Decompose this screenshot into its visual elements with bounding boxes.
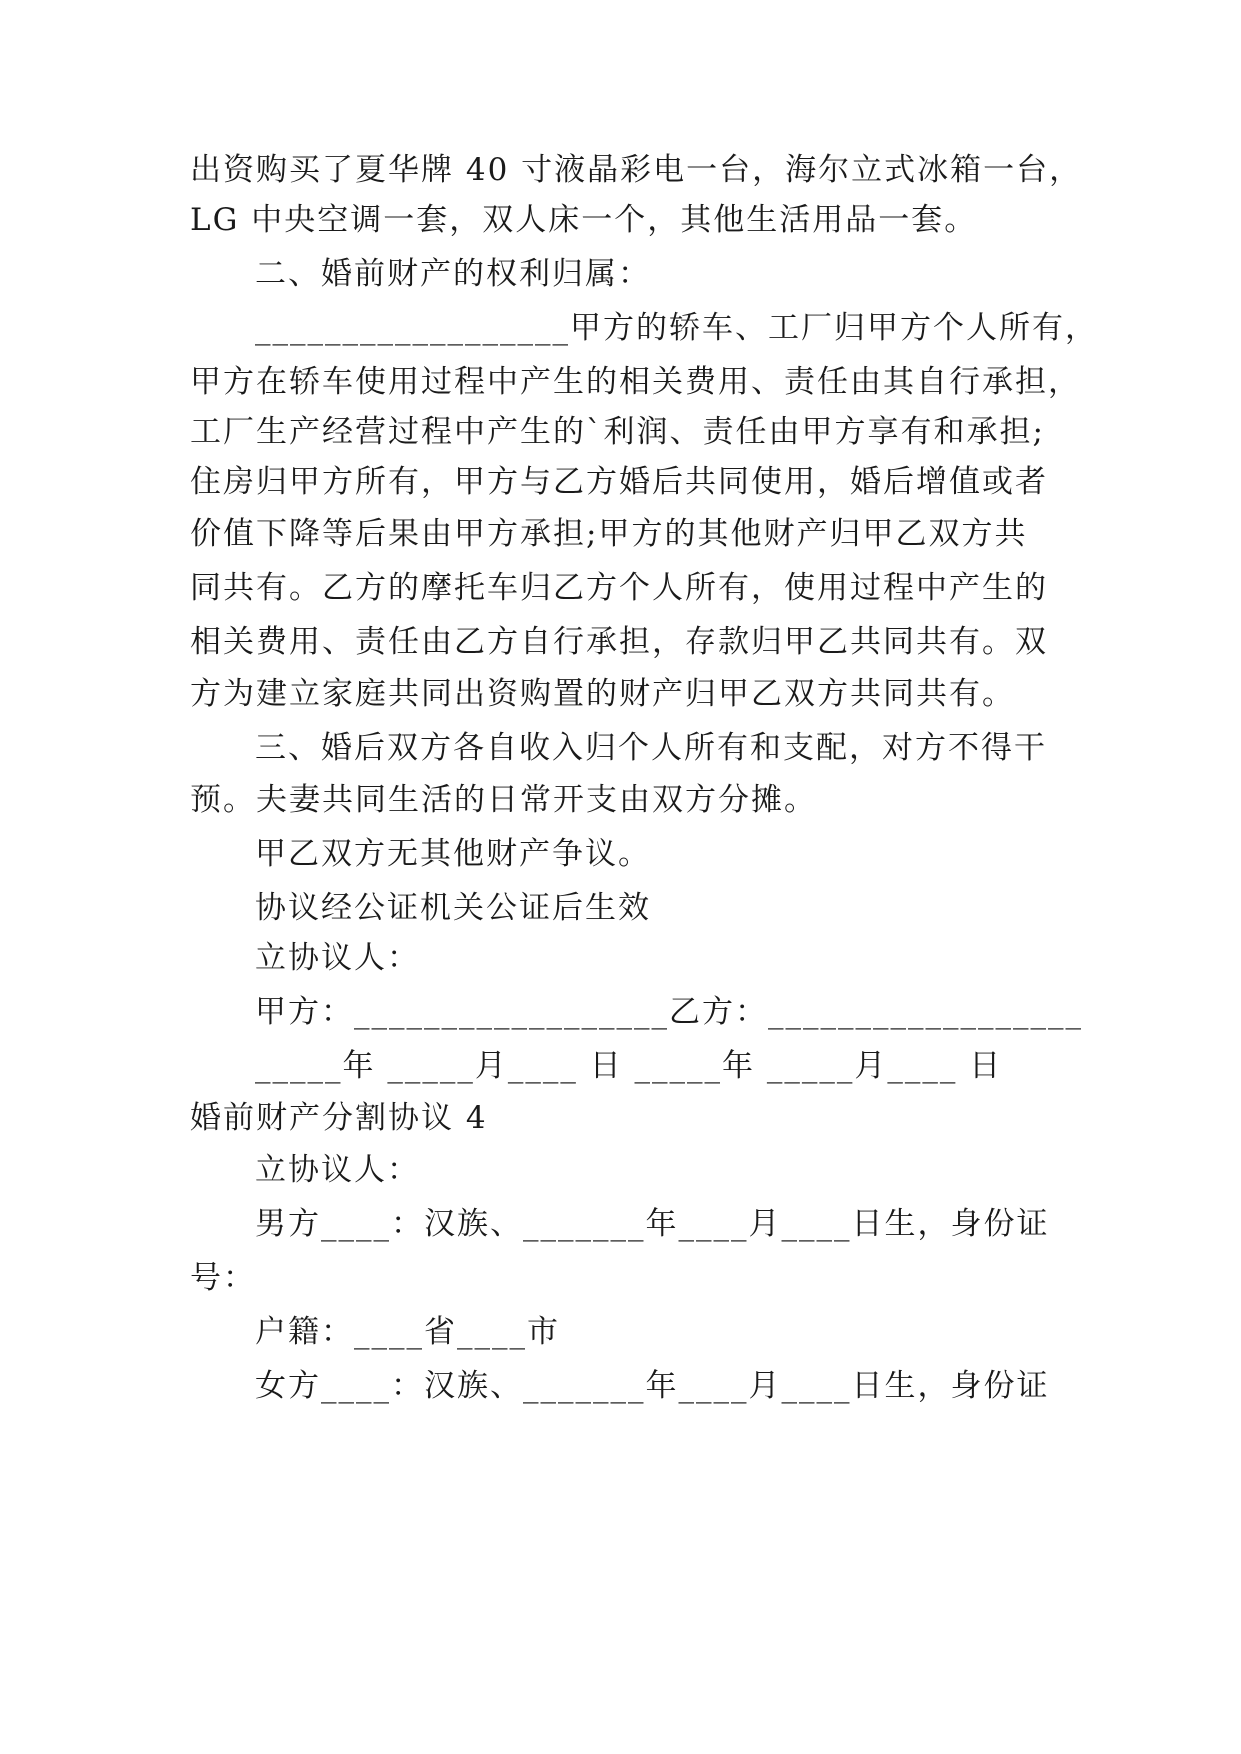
- paragraph-line: LG 中央空调一套，双人床一个，其他生活用品一套。: [190, 202, 978, 238]
- party-signature-line: 甲方：__________________乙方：__________________: [255, 994, 1083, 1030]
- household-registration-line: 户籍：____省____市: [255, 1314, 560, 1350]
- document-title: 婚前财产分割协议 4: [190, 1100, 488, 1136]
- paragraph-line: 方为建立家庭共同出资购置的财产归甲乙双方共同共有。: [190, 676, 1015, 712]
- paragraph-line: 协议经公证机关公证后生效: [255, 890, 651, 926]
- paragraph-line: 号：: [190, 1260, 256, 1296]
- female-party-line: 女方____：汉族、_______年____月____日生，身份证: [255, 1368, 1050, 1404]
- paragraph-line: 相关费用、责任由乙方自行承担，存款归甲乙共同共有。双: [190, 624, 1048, 660]
- paragraph-line: 甲方在轿车使用过程中产生的相关费用、责任由其自行承担，: [190, 364, 1081, 400]
- date-line: _____年 _____月____ 日 _____年 _____月____ 日: [255, 1048, 1003, 1084]
- paragraph-line: 甲乙双方无其他财产争议。: [255, 836, 651, 872]
- signatories-label: 立协议人：: [255, 1152, 420, 1188]
- signatories-label: 立协议人：: [255, 940, 420, 976]
- paragraph-line: __________________甲方的轿车、工厂归甲方个人所有，: [255, 310, 1098, 346]
- paragraph-line: 预。夫妻共同生活的日常开支由双方分摊。: [190, 782, 817, 818]
- male-party-line: 男方____：汉族、_______年____月____日生，身份证: [255, 1206, 1050, 1242]
- paragraph-line: 住房归甲方所有，甲方与乙方婚后共同使用，婚后增值或者: [190, 464, 1048, 500]
- paragraph-line: 价值下降等后果由甲方承担;甲方的其他财产归甲乙双方共: [190, 516, 1028, 552]
- section-heading-2: 二、婚前财产的权利归属：: [255, 256, 651, 292]
- section-heading-3: 三、婚后双方各自收入归个人所有和支配，对方不得干: [255, 730, 1047, 766]
- paragraph-line: 出资购买了夏华牌 40 寸液晶彩电一台，海尔立式冰箱一台，: [190, 152, 1083, 188]
- paragraph-line: 同共有。乙方的摩托车归乙方个人所有，使用过程中产生的: [190, 570, 1048, 606]
- paragraph-line: 工厂生产经营过程中产生的`利润、责任由甲方享有和承担;: [190, 414, 1045, 450]
